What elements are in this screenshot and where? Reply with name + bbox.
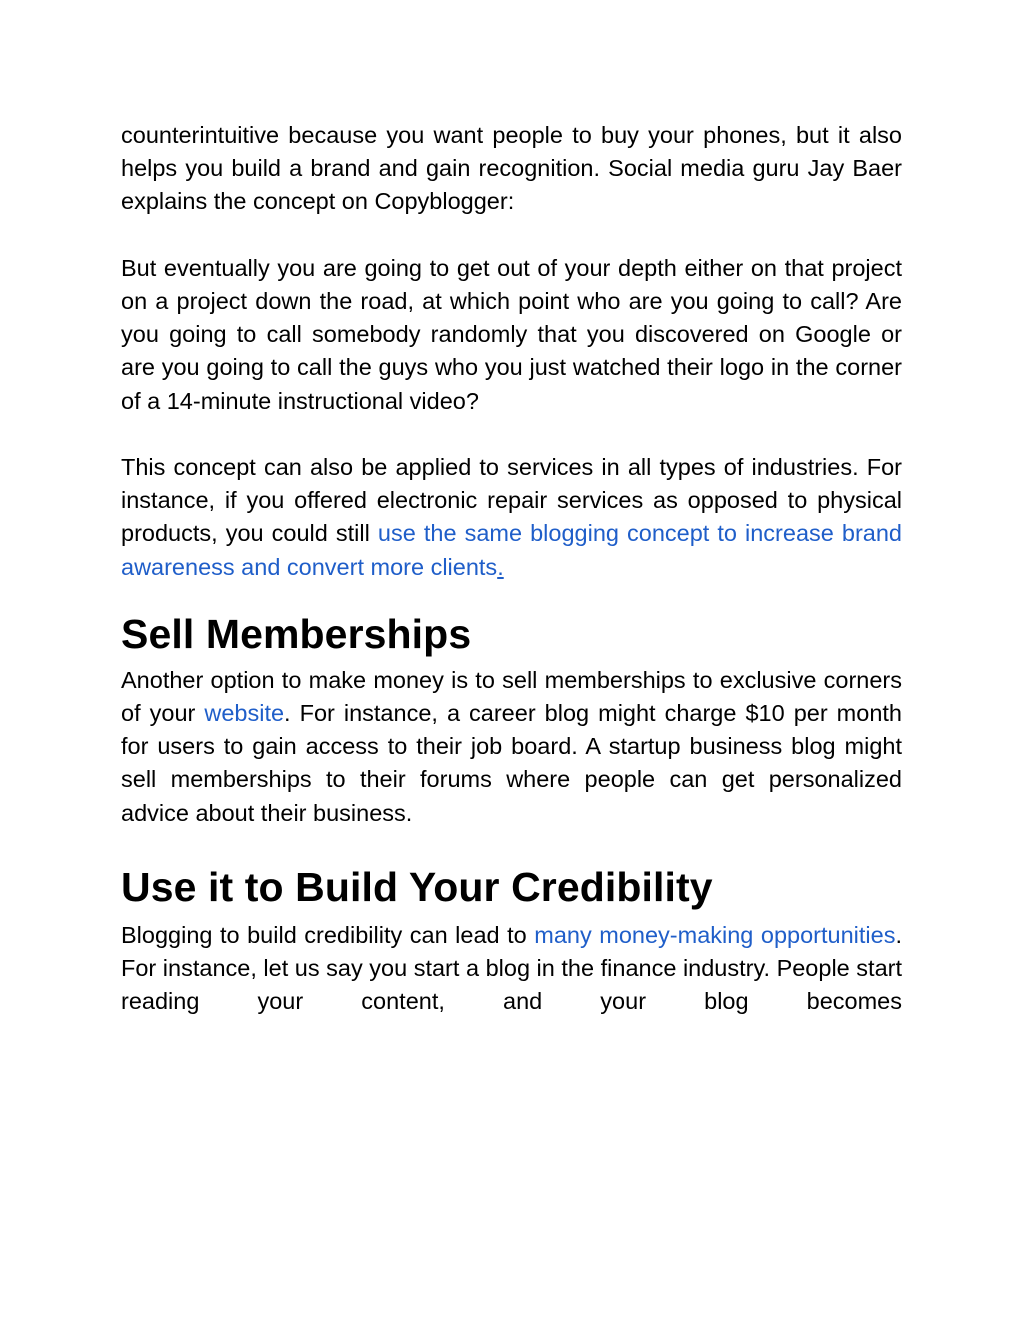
heading-sell-memberships: Sell Memberships <box>121 610 472 657</box>
link-money-making-opportunities[interactable]: many money-making opportunities <box>534 921 896 948</box>
paragraph-sell-text-before: Another option to make money is to sell memberships to exclusive corners of your <box>121 666 902 727</box>
link-period[interactable]: . <box>497 553 504 580</box>
paragraph-services-text: This concept can also be applied to services in all types of industries. For instance, if you offered electronic repair services as opposed to physical products, you could still <box>121 454 902 547</box>
document-page <box>121 119 902 1018</box>
paragraph-credibility-text-before: Blogging to build credibility can lead to <box>121 921 535 948</box>
paragraph-jay-baer-intro: counterintuitive because you want people to buy your phones, but it also helps you build a brand and gain recognition. Social media guru Jay Baer explains the concept on Copyblogger: <box>121 122 902 215</box>
paragraph-sell-memberships <box>121 664 902 830</box>
heading-build-credibility: Use it to Build Your Credibility <box>121 863 713 910</box>
paragraph-services <box>121 451 902 584</box>
link-website[interactable]: website <box>204 700 285 727</box>
paragraph-quote: But eventually you are going to get out of your depth either on that project on a project down the road, at which point who are you going to call? Are you going to call somebody randomly that you discovered on Google or are you going to call the guys who you just watched their logo in the corner of a 14-minute instructional video? <box>121 254 902 414</box>
paragraph-sell-text-after: . For instance, a career blog might charge $10 per month for users to gain access to their job board. A startup business blog might sell memberships to their forums where people can get personalized advice about their business. <box>121 700 902 826</box>
link-blogging-concept[interactable]: use the same blogging concept to increase brand awareness and convert more clients <box>121 520 903 580</box>
paragraph-credibility-text-after: . For instance, let us say you start a blog in the finance industry. People start reading your content, and your blog becomes <box>121 921 902 1015</box>
paragraph-credibility <box>121 919 902 1019</box>
